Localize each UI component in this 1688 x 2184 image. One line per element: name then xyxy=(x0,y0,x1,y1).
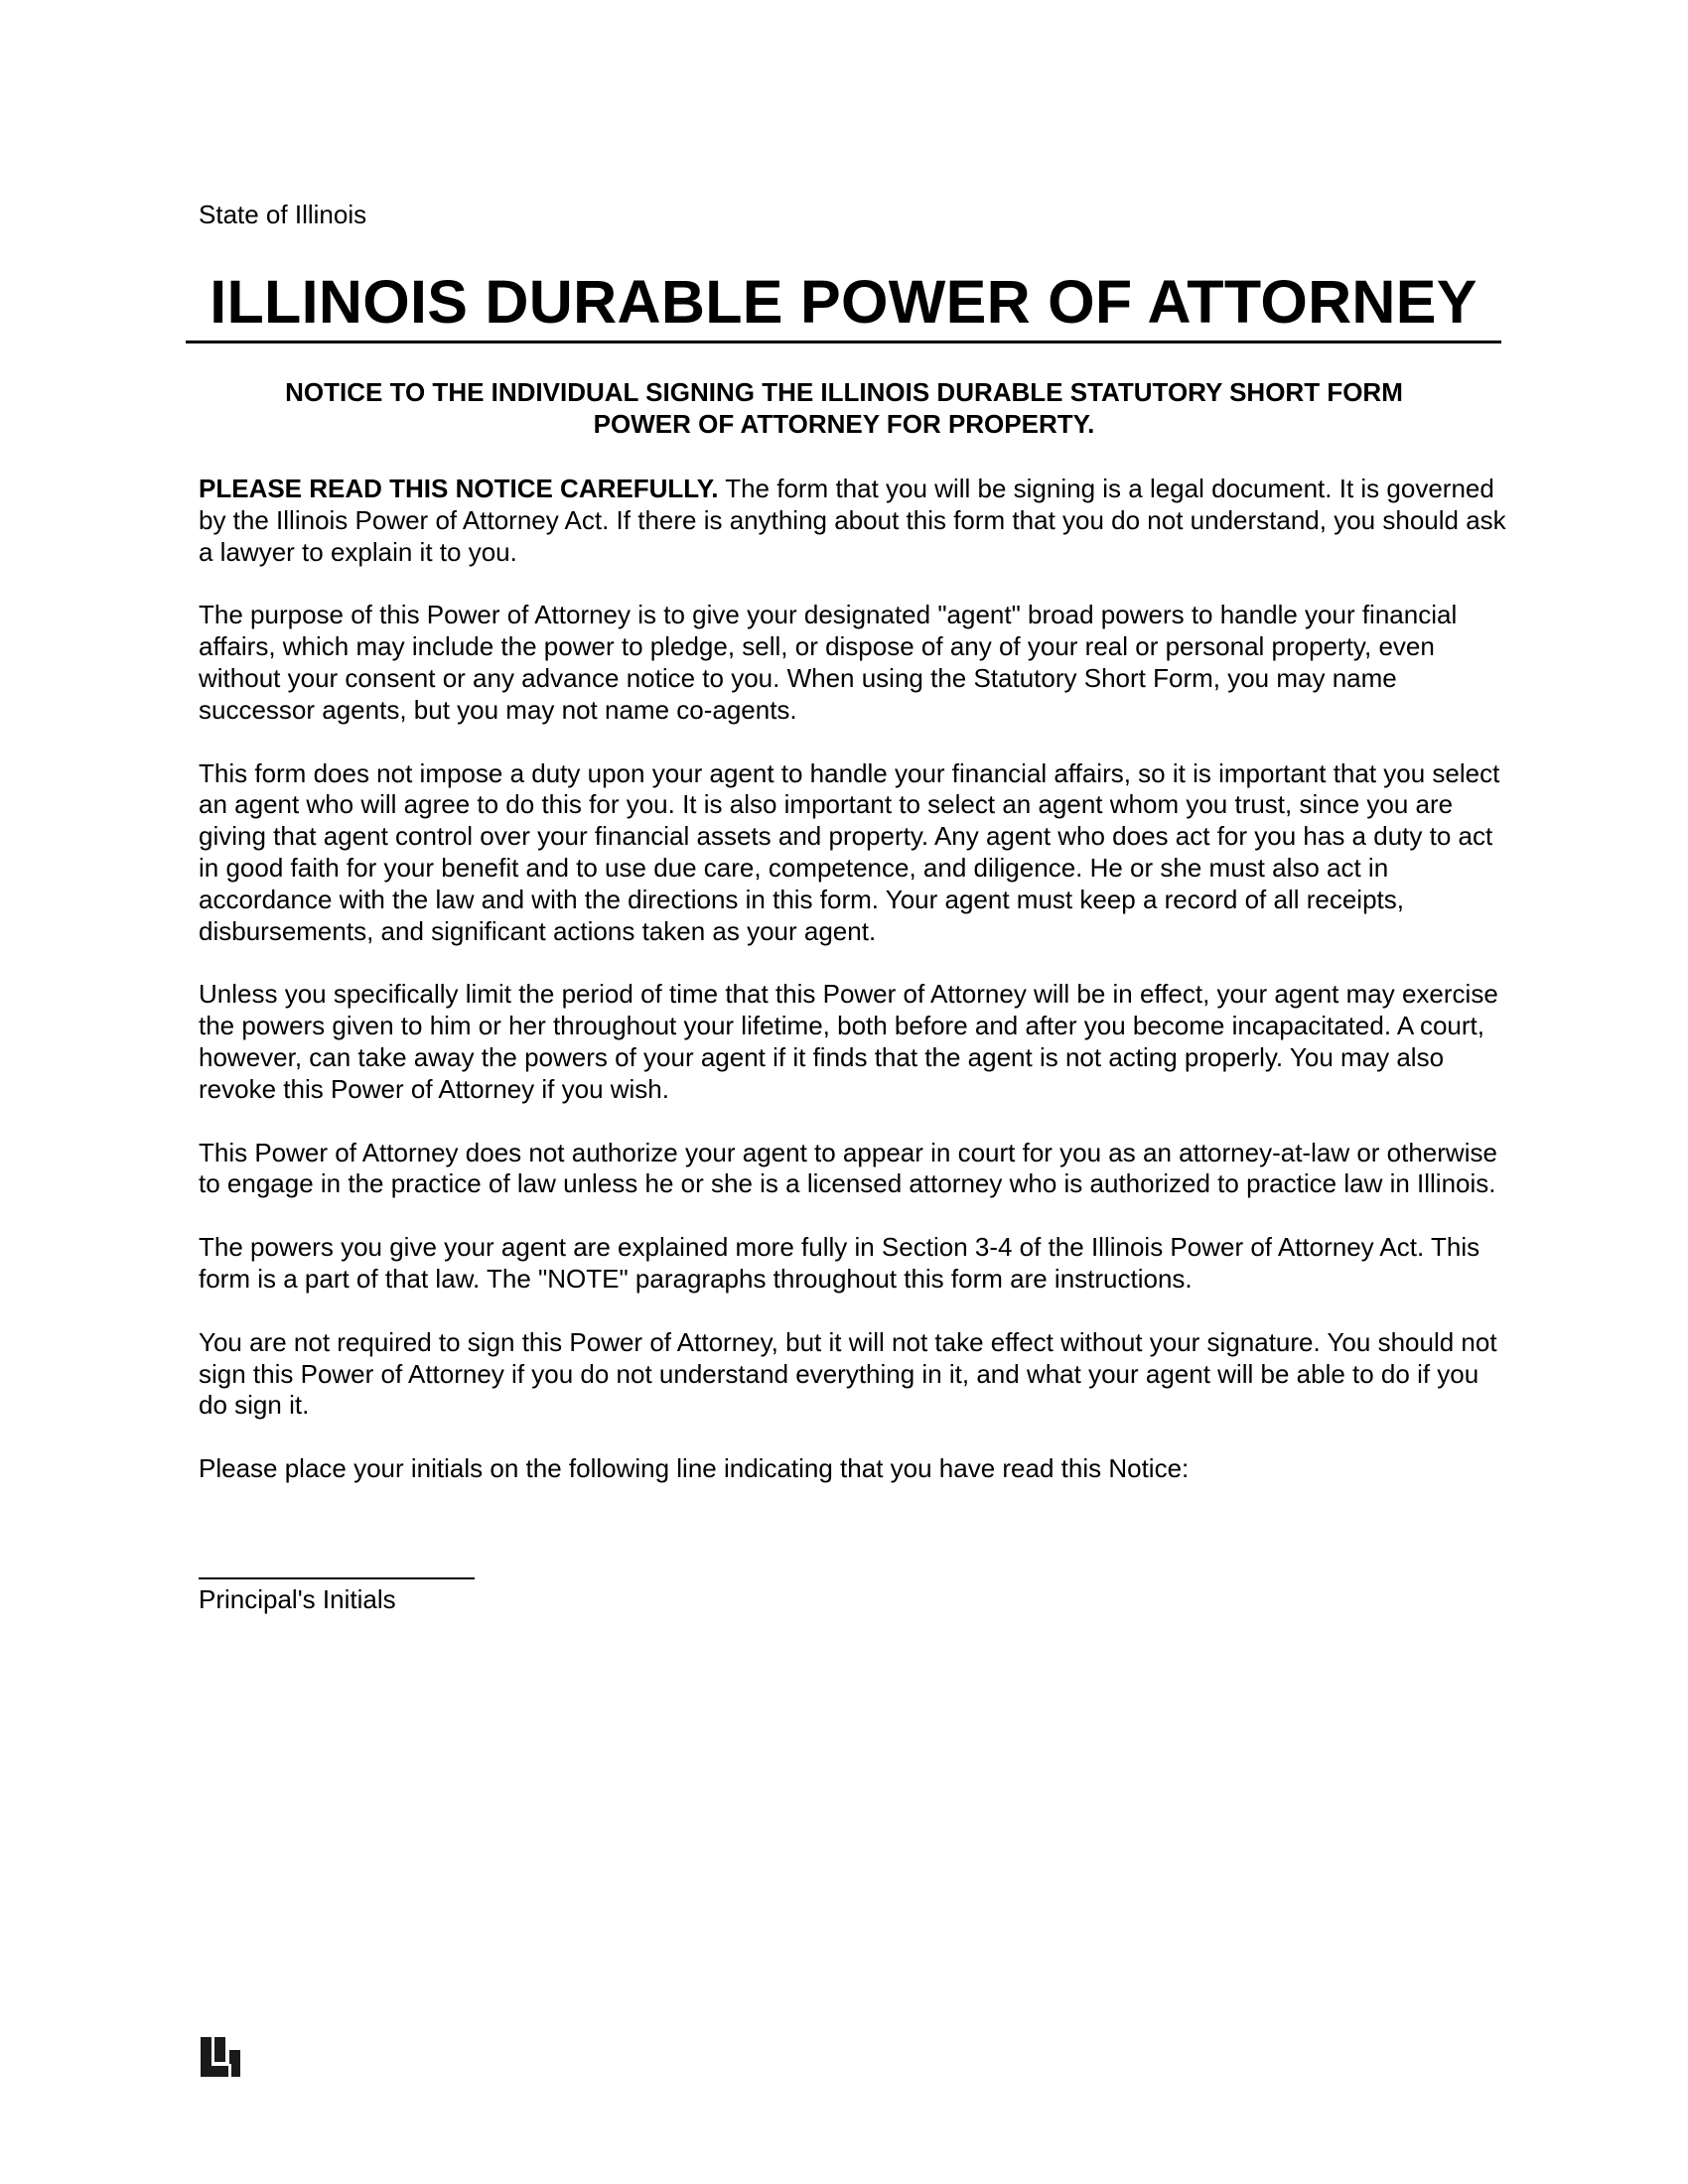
paragraph-lead-bold: PLEASE READ THIS NOTICE CAREFULLY. xyxy=(199,474,719,503)
notice-heading xyxy=(199,376,1489,440)
initials-label: Principal's Initials xyxy=(199,1584,396,1614)
paragraph-agent-duty: This form does not impose a duty upon your agent to handle your financial affairs, so it is important that you select an agent who will agree to do this for you. It is also important to select an agent whom you trust, since you are giving that agent control over your financial assets and property. Any agent who does act for you has a duty to act in good faith for your benefit and to use due care, competence, and diligence. He or she must also act in accordance with the law and with the directions in this form. Your agent must keep a record of all receipts, disbursements, and significant actions taken as your agent. xyxy=(199,757,1500,946)
notice-heading-line-1: NOTICE TO THE INDIVIDUAL SIGNING THE ILLINOIS DURABLE STATUTORY SHORT FORM xyxy=(285,377,1403,407)
document-title: ILLINOIS DURABLE POWER OF ATTORNEY xyxy=(210,268,1477,336)
document-logo-icon xyxy=(199,2035,242,2079)
paragraph-signature-requirement: You are not required to sign this Power of Attorney, but it will not take effect without your signature. You should not sign this Power of Attorney if you do not understand everything in it, and what your agent will be able to do if you do sign it. xyxy=(199,1326,1497,1421)
paragraph-purpose: The purpose of this Power of Attorney is to give your designated "agent" broad powers to handle your financial affairs, which may include the power to pledge, sell, or dispose of any of your real or personal property, even without your consent or any advance notice to you. When using the Statutory Short Form, you may name successor agents, but you may not name co-agents. xyxy=(199,600,1458,725)
notice-body xyxy=(199,474,1509,1517)
initials-signature-line[interactable] xyxy=(199,1577,475,1579)
paragraph-powers-explained: The powers you give your agent are explained more fully in Section 3-4 of the Illinois Power of Attorney Act. This form is a part of that law. The "NOTE" paragraphs throughout this form are instructions. xyxy=(199,1232,1480,1294)
state-label: State of Illinois xyxy=(199,200,367,229)
paragraph-read-carefully xyxy=(199,474,1509,568)
paragraph-initials-instruction: Please place your initials on the following line indicating that you have read this Notice: xyxy=(199,1453,1190,1484)
paragraph-lead-text: The form that you will be signing is a legal document. It is governed by the Illinois Power of Attorney Act. If there is anything about this form that you do not understand, you should ask a lawyer to explain it to you. xyxy=(199,474,1506,567)
title-underline xyxy=(186,341,1501,343)
notice-heading-line-2: POWER OF ATTORNEY FOR PROPERTY. xyxy=(593,409,1095,439)
paragraph-duration: Unless you specifically limit the period of time that this Power of Attorney will be in effect, your agent may exercise the powers given to him or her throughout your lifetime, both before and after you become incapacitated. A court, however, can take away the powers of your agent if it finds that the agent is not acting properly. You may also revoke this Power of Attorney if you wish. xyxy=(199,979,1498,1104)
paragraph-court-authority: This Power of Attorney does not authorize your agent to appear in court for you as an attorney-at-law or otherwise to engage in the practice of law unless he or she is a licensed attorney who is authorized to practice law in Illinois. xyxy=(199,1137,1497,1199)
